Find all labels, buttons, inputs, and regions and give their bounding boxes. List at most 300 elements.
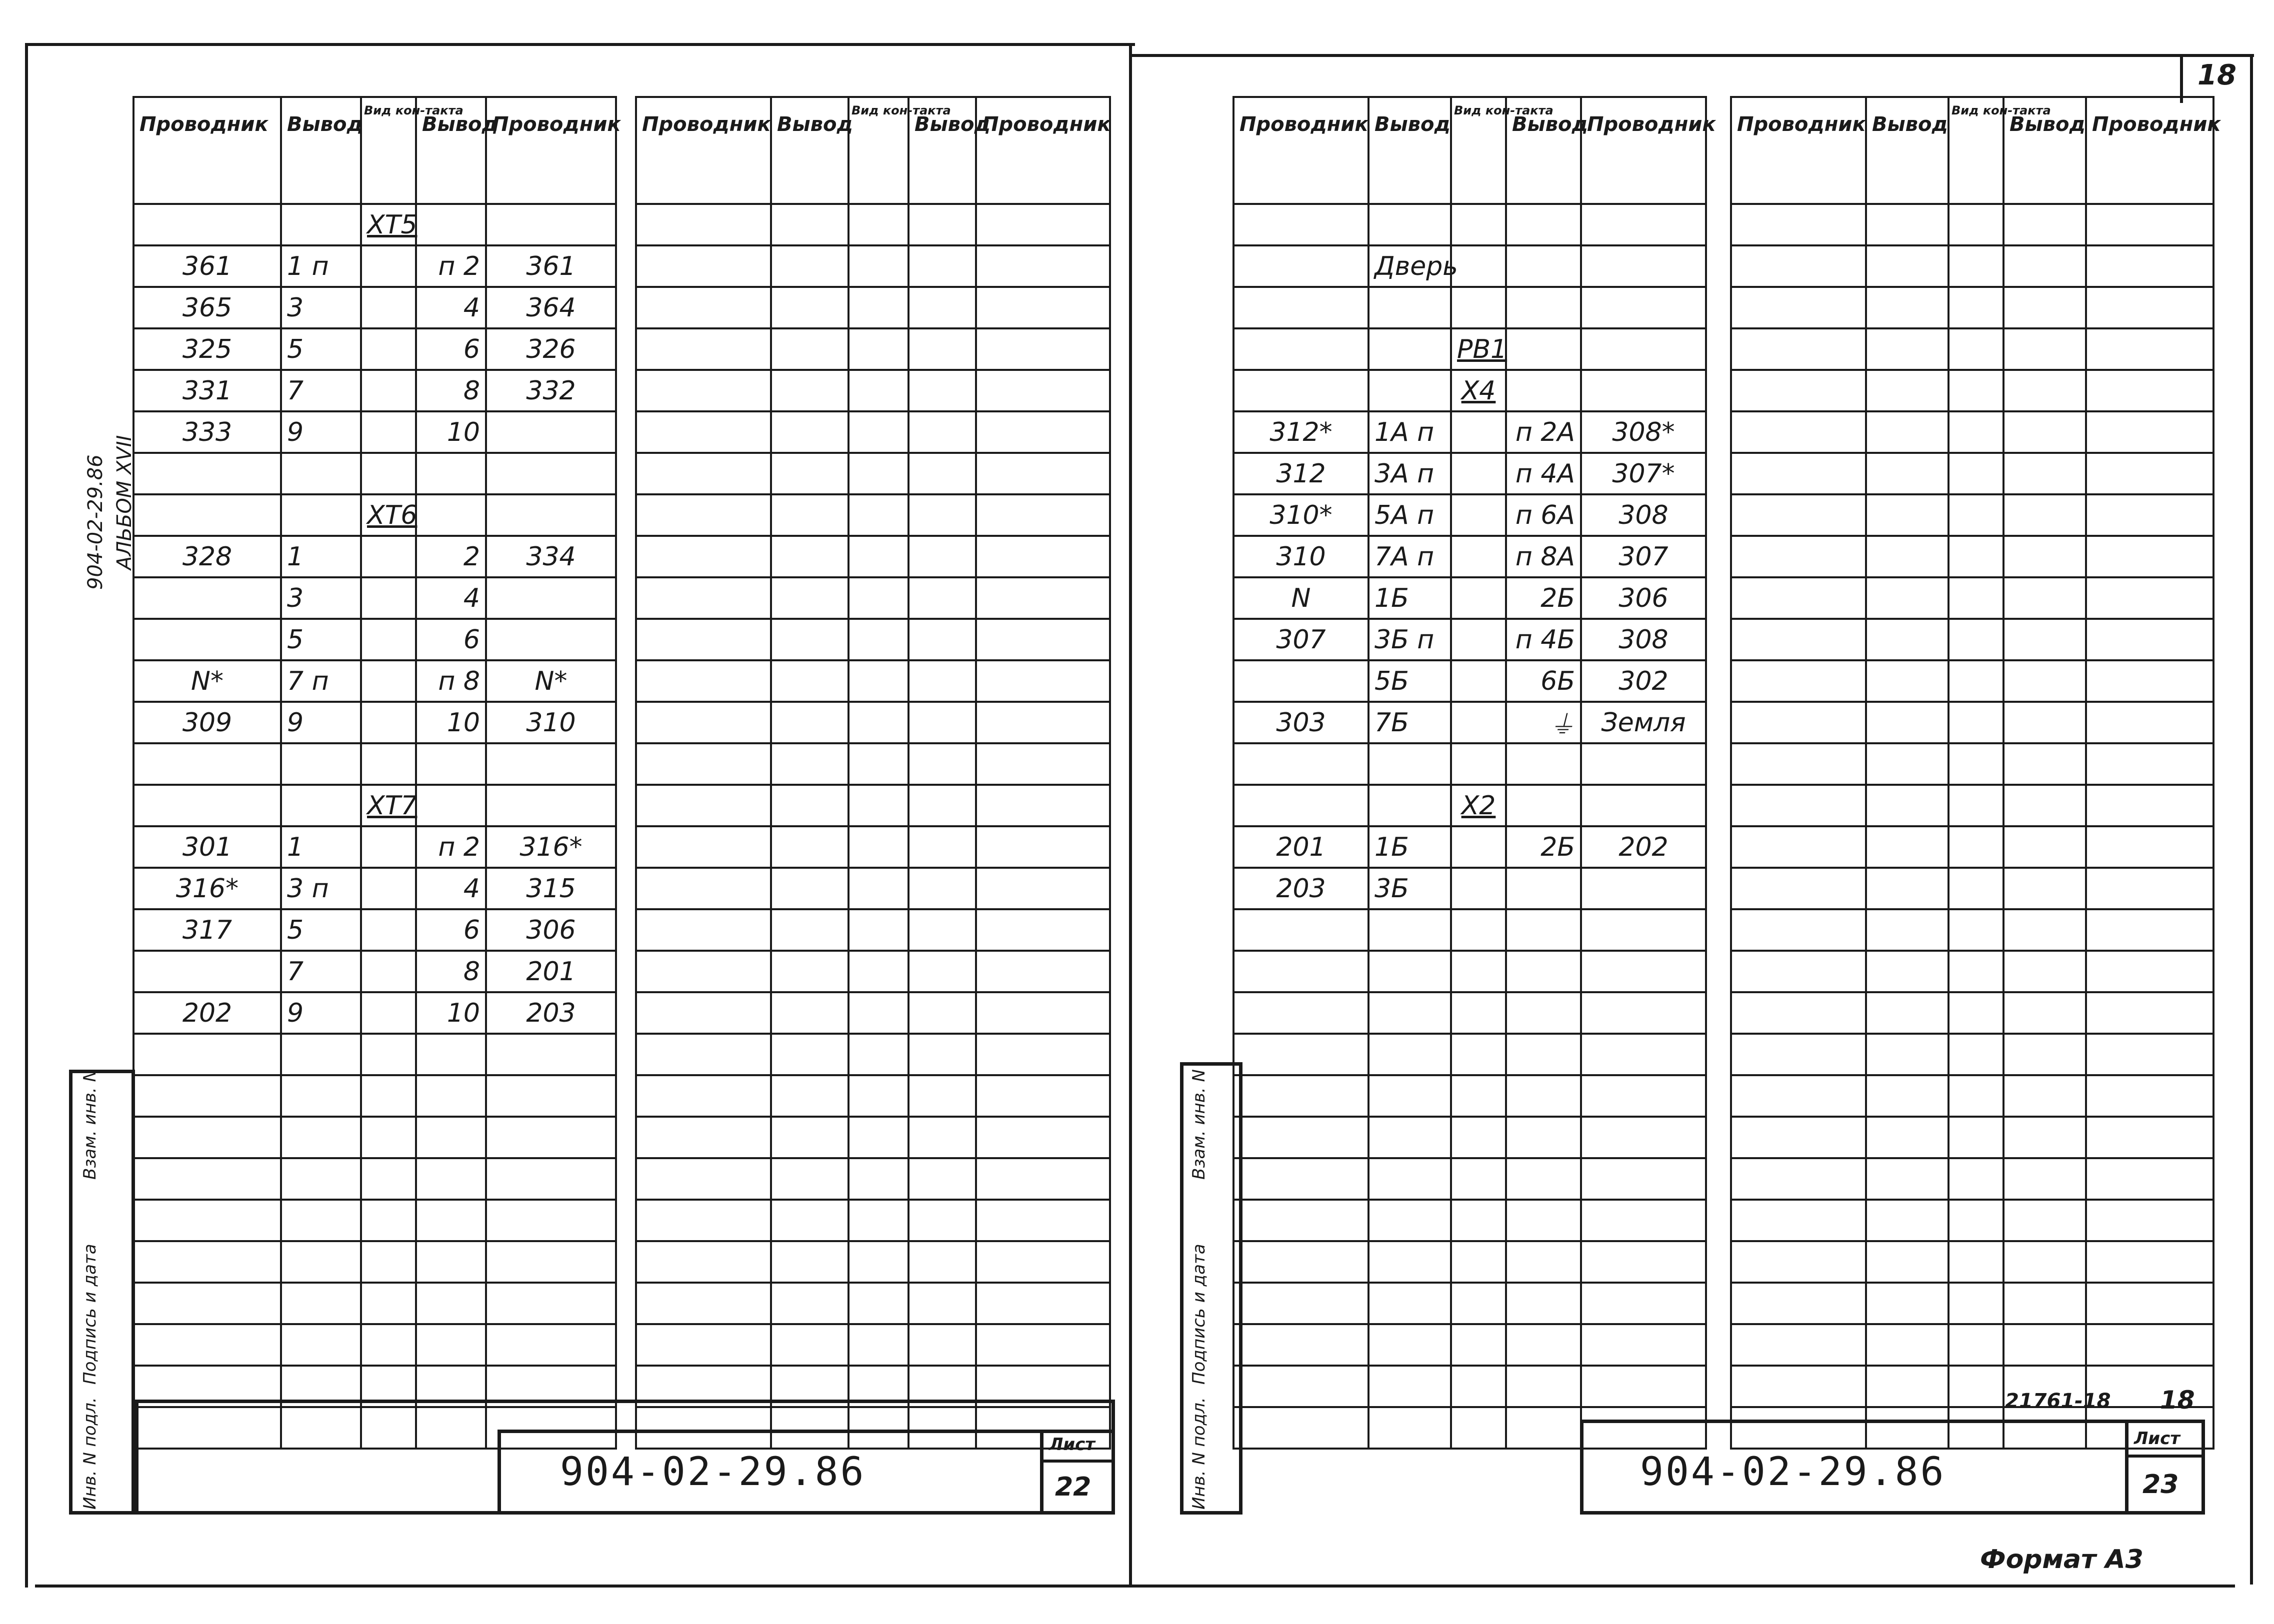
cell-terminal-out [1506, 868, 1581, 909]
cell-terminal-in [1368, 1117, 1451, 1158]
cell-contact-type: XT7 [361, 785, 416, 826]
cell-terminal-in [771, 287, 848, 328]
cell-terminal-out: 2Б [1506, 826, 1581, 868]
cell-conductor-out: 308* [1581, 411, 1706, 453]
table-row [1234, 287, 1706, 328]
cell-conductor-in [1731, 1034, 1866, 1075]
cell-terminal-in [1368, 909, 1451, 951]
cell-conductor-out [976, 536, 1110, 577]
cell-conductor-out [1581, 328, 1706, 370]
table-row [1731, 536, 2214, 577]
cell-conductor-in [1234, 660, 1368, 702]
cell-conductor-in: 328 [134, 536, 281, 577]
cell-terminal-in [1368, 1034, 1451, 1075]
table-row [1731, 453, 2214, 494]
cell-terminal-out [1506, 951, 1581, 992]
cell-contact-type [848, 245, 908, 287]
cell-conductor-out [486, 1241, 616, 1283]
cell-conductor-in [134, 204, 281, 245]
cell-conductor-out [976, 826, 1110, 868]
cell-conductor-out [1581, 1117, 1706, 1158]
cell-conductor-in [134, 1324, 281, 1366]
table-row [1731, 328, 2214, 370]
cell-terminal-out [908, 909, 976, 951]
table-row [636, 453, 1110, 494]
cell-conductor-out [1581, 1241, 1706, 1283]
cell-terminal-out [2004, 785, 2086, 826]
cell-terminal-in [771, 536, 848, 577]
cell-terminal-out [2004, 287, 2086, 328]
table-row [1731, 702, 2214, 743]
cell-terminal-in [1368, 785, 1451, 826]
cell-terminal-in [1866, 1283, 1948, 1324]
cell-terminal-out: 6 [416, 619, 486, 660]
cell-conductor-out [2086, 577, 2214, 619]
cell-contact-type [1451, 1075, 1506, 1117]
cell-terminal-out [2004, 660, 2086, 702]
cell-terminal-in [281, 1324, 361, 1366]
cell-terminal-in [771, 1283, 848, 1324]
table-row [1234, 1117, 1706, 1158]
right-empty-table [1730, 96, 2221, 1450]
cell-terminal-out [908, 743, 976, 785]
cell-conductor-in [1731, 785, 1866, 826]
cell-terminal-out [2004, 1283, 2086, 1324]
cell-terminal-out [416, 1241, 486, 1283]
table-row [636, 826, 1110, 868]
cell-conductor-in [1731, 1324, 1866, 1366]
cell-terminal-in: 5 [281, 619, 361, 660]
cell-conductor-out [976, 868, 1110, 909]
cell-conductor-out [976, 992, 1110, 1034]
cell-terminal-out [2004, 1075, 2086, 1117]
cell-terminal-out [908, 826, 976, 868]
cell-conductor-out [976, 909, 1110, 951]
cell-contact-type [1948, 1283, 2004, 1324]
cell-terminal-in [1368, 328, 1451, 370]
cell-terminal-in [1368, 1200, 1451, 1241]
cell-terminal-in [771, 826, 848, 868]
table-row [1234, 1241, 1706, 1283]
cell-terminal-out: п 2 [416, 826, 486, 868]
cell-conductor-in [134, 494, 281, 536]
cell-conductor-out [1581, 287, 1706, 328]
cell-terminal-in [1368, 1241, 1451, 1283]
cell-conductor-in [636, 204, 771, 245]
table-row [1234, 702, 1706, 743]
cell-conductor-in [636, 328, 771, 370]
cell-conductor-in [636, 702, 771, 743]
cell-terminal-in: 3 п [281, 868, 361, 909]
right-table-header [1234, 97, 1706, 204]
cell-conductor-out [976, 453, 1110, 494]
table-row [1234, 1283, 1706, 1324]
cell-conductor-out [1581, 1366, 1706, 1407]
cell-terminal-in [771, 1241, 848, 1283]
cell-contact-type [1948, 909, 2004, 951]
cell-conductor-out [486, 1324, 616, 1366]
table-row [1234, 992, 1706, 1034]
cell-contact-type [848, 1241, 908, 1283]
cell-contact-type [848, 743, 908, 785]
left-list-number: 22 [1055, 1472, 1092, 1502]
cell-contact-type [361, 1034, 416, 1075]
table-row [1234, 909, 1706, 951]
cell-conductor-out: 306 [1581, 577, 1706, 619]
table-row [1731, 868, 2214, 909]
cell-terminal-out [1506, 1241, 1581, 1283]
cell-conductor-in [1731, 1283, 1866, 1324]
table-row [636, 411, 1110, 453]
cell-conductor-out [1581, 1324, 1706, 1366]
cell-terminal-out [416, 494, 486, 536]
cell-conductor-out: 364 [486, 287, 616, 328]
cell-contact-type [361, 702, 416, 743]
cell-terminal-out [908, 1324, 976, 1366]
cell-conductor-in [636, 951, 771, 992]
cell-terminal-in [1866, 1200, 1948, 1241]
cell-conductor-in [134, 619, 281, 660]
right-stamp-label-inventory: Инв. N подл. [1189, 1397, 1209, 1510]
cell-terminal-in [771, 743, 848, 785]
left-stamp-label-inventory: Инв. N подл. [80, 1397, 100, 1510]
cell-terminal-in [771, 1158, 848, 1200]
table-row [636, 245, 1110, 287]
left-stamp-label-signature: Подпись и дата [80, 1244, 100, 1385]
header-terminal: Вывод [416, 97, 486, 204]
cell-conductor-in [1234, 909, 1368, 951]
table-row [636, 619, 1110, 660]
cell-terminal-in [1368, 951, 1451, 992]
cell-terminal-in [771, 868, 848, 909]
cell-terminal-in [1866, 785, 1948, 826]
table-row [134, 951, 616, 992]
cell-terminal-in: 3Б [1368, 868, 1451, 909]
cell-conductor-in [636, 1117, 771, 1158]
cell-conductor-in [1234, 992, 1368, 1034]
right-stamp-label-signature: Подпись и дата [1189, 1244, 1209, 1385]
page-top-border [25, 43, 1135, 46]
cell-conductor-out [976, 370, 1110, 411]
cell-conductor-in [1234, 743, 1368, 785]
cell-conductor-in: 312 [1234, 453, 1368, 494]
cell-terminal-out [1506, 1117, 1581, 1158]
page-divider [1129, 43, 1132, 1585]
header-terminal: Вывод [1506, 97, 1581, 204]
cell-terminal-out [908, 204, 976, 245]
table-row [1234, 494, 1706, 536]
cell-contact-type [848, 494, 908, 536]
table-row [1731, 1158, 2214, 1200]
cell-contact-type [1451, 1158, 1506, 1200]
cell-contact-type [1948, 1366, 2004, 1407]
cell-terminal-in [281, 1034, 361, 1075]
cell-conductor-in [636, 1075, 771, 1117]
left-list-label: Лист [1049, 1435, 1095, 1455]
cell-conductor-out [486, 1283, 616, 1324]
cell-conductor-out [2086, 1324, 2214, 1366]
header-terminal: Вывод [1866, 97, 1948, 204]
cell-conductor-in [1234, 1034, 1368, 1075]
cell-contact-type [1948, 536, 2004, 577]
left-empty-table-header [636, 97, 1110, 204]
cell-terminal-out [908, 370, 976, 411]
cell-conductor-out [976, 785, 1110, 826]
cell-terminal-out [416, 1158, 486, 1200]
cell-conductor-in [636, 370, 771, 411]
table-row [636, 660, 1110, 702]
table-row [134, 1324, 616, 1366]
cell-contact-type [1451, 702, 1506, 743]
cell-contact-type [361, 1117, 416, 1158]
cell-terminal-in [281, 1283, 361, 1324]
table-row [636, 1075, 1110, 1117]
table-row [1731, 909, 2214, 951]
cell-conductor-in [1731, 1158, 1866, 1200]
cell-conductor-in: 333 [134, 411, 281, 453]
page-left-border [25, 43, 28, 1588]
cell-terminal-out [2004, 494, 2086, 536]
cell-terminal-in [1368, 1283, 1451, 1324]
cell-conductor-in [636, 245, 771, 287]
cell-terminal-out: 10 [416, 702, 486, 743]
cell-conductor-in: 365 [134, 287, 281, 328]
cell-terminal-in [1368, 1075, 1451, 1117]
cell-conductor-in [636, 868, 771, 909]
cell-conductor-in: 316* [134, 868, 281, 909]
cell-conductor-in [1234, 1324, 1368, 1366]
cell-terminal-in: 5А п [1368, 494, 1451, 536]
cell-terminal-out [908, 702, 976, 743]
cell-terminal-in [1866, 536, 1948, 577]
cell-terminal-out [908, 1075, 976, 1117]
table-row [134, 619, 616, 660]
table-row [636, 1200, 1110, 1241]
table-row [1731, 1117, 2214, 1158]
cell-terminal-in: 3 [281, 287, 361, 328]
cell-conductor-out [976, 702, 1110, 743]
header-terminal: Вывод [771, 97, 848, 204]
cell-terminal-in [1866, 287, 1948, 328]
cell-terminal-in [1866, 868, 1948, 909]
cell-conductor-in [1731, 245, 1866, 287]
cell-conductor-out [976, 1075, 1110, 1117]
header-conductor: Проводник [134, 97, 281, 204]
cell-terminal-in [771, 1117, 848, 1158]
cell-contact-type [1948, 1117, 2004, 1158]
cell-conductor-out [1581, 951, 1706, 992]
table-row [636, 951, 1110, 992]
cell-terminal-out: п 4Б [1506, 619, 1581, 660]
cell-conductor-out [486, 1075, 616, 1117]
cell-conductor-in [1731, 411, 1866, 453]
cell-conductor-out: Земля [1581, 702, 1706, 743]
table-row [1731, 1200, 2214, 1241]
cell-conductor-in [1731, 494, 1866, 536]
cell-contact-type [848, 1324, 908, 1366]
table-row [636, 328, 1110, 370]
cell-conductor-in: 301 [134, 826, 281, 868]
cell-conductor-out [976, 1324, 1110, 1366]
cell-conductor-in [636, 785, 771, 826]
cell-conductor-in [636, 909, 771, 951]
cell-conductor-out: 302 [1581, 660, 1706, 702]
cell-terminal-out [1506, 370, 1581, 411]
cell-conductor-out [2086, 909, 2214, 951]
cell-conductor-out [486, 619, 616, 660]
table-row [1731, 411, 2214, 453]
cell-conductor-in: 307 [1234, 619, 1368, 660]
cell-conductor-in [636, 411, 771, 453]
cell-conductor-in [134, 1158, 281, 1200]
cell-conductor-in [1731, 660, 1866, 702]
cell-terminal-out [416, 743, 486, 785]
cell-contact-type [361, 411, 416, 453]
cell-conductor-in [636, 619, 771, 660]
cell-conductor-out [1581, 909, 1706, 951]
cell-conductor-in [1731, 909, 1866, 951]
cell-conductor-in [1234, 1366, 1368, 1407]
table-row [1731, 287, 2214, 328]
table-row [636, 1283, 1110, 1324]
cell-terminal-out: 4 [416, 868, 486, 909]
cell-terminal-out [908, 287, 976, 328]
cell-terminal-out [908, 1283, 976, 1324]
cell-terminal-in [1866, 1324, 1948, 1366]
cell-contact-type [1948, 1075, 2004, 1117]
table-row [134, 1241, 616, 1283]
cell-terminal-in [1368, 370, 1451, 411]
table-row [1234, 785, 1706, 826]
cell-conductor-in [1731, 826, 1866, 868]
cell-terminal-out [2004, 702, 2086, 743]
cell-terminal-out: п 8 [416, 660, 486, 702]
table-row [1234, 743, 1706, 785]
cell-terminal-out [2004, 204, 2086, 245]
cell-conductor-out [2086, 411, 2214, 453]
cell-conductor-in [134, 1241, 281, 1283]
cell-conductor-in [1234, 328, 1368, 370]
cell-contact-type [1948, 702, 2004, 743]
cell-contact-type [848, 370, 908, 411]
cell-conductor-out: 307* [1581, 453, 1706, 494]
cell-conductor-out: 203 [486, 992, 616, 1034]
cell-contact-type [1451, 992, 1506, 1034]
header-contact-type: Вид кон-такта [361, 97, 416, 204]
cell-contact-type [848, 660, 908, 702]
cell-conductor-out [486, 1117, 616, 1158]
cell-conductor-in [134, 743, 281, 785]
cell-terminal-out: 8 [416, 951, 486, 992]
table-row [636, 1241, 1110, 1283]
cell-terminal-out: п 4А [1506, 453, 1581, 494]
header-contact-type: Вид кон-такта [848, 97, 908, 204]
cell-conductor-out [1581, 1158, 1706, 1200]
cell-conductor-out [2086, 1158, 2214, 1200]
cell-contact-type [361, 370, 416, 411]
right-document-title: 904-02-29.86 [1640, 1450, 1946, 1495]
table-row [636, 577, 1110, 619]
table-row [134, 992, 616, 1034]
cell-conductor-in [134, 951, 281, 992]
right-page-right-border [2250, 54, 2253, 1585]
table-row [134, 743, 616, 785]
cell-terminal-out [2004, 826, 2086, 868]
right-empty-table-header [1731, 97, 2214, 204]
cell-conductor-out [2086, 245, 2214, 287]
cell-conductor-in [636, 1034, 771, 1075]
cell-terminal-in [281, 1075, 361, 1117]
cell-terminal-in [1866, 577, 1948, 619]
cell-terminal-in [771, 992, 848, 1034]
cell-conductor-out [976, 1158, 1110, 1200]
cell-terminal-out [908, 660, 976, 702]
cell-conductor-in [636, 577, 771, 619]
cell-conductor-in: 309 [134, 702, 281, 743]
cell-terminal-out [2004, 536, 2086, 577]
cell-terminal-out [1506, 1075, 1581, 1117]
cell-terminal-in: 1А п [1368, 411, 1451, 453]
table-row [134, 287, 616, 328]
cell-terminal-in [1368, 204, 1451, 245]
cell-terminal-in: 1Б [1368, 826, 1451, 868]
cell-contact-type [1948, 619, 2004, 660]
left-list-box-divider [1040, 1460, 1115, 1463]
cell-terminal-in [771, 204, 848, 245]
cell-terminal-out: п 8А [1506, 536, 1581, 577]
cell-terminal-in [1368, 1366, 1451, 1407]
cell-conductor-out [976, 660, 1110, 702]
cell-contact-type [1451, 453, 1506, 494]
cell-conductor-out [976, 494, 1110, 536]
cell-terminal-out [908, 328, 976, 370]
header-terminal: Вывод [1368, 97, 1451, 204]
table-row [1731, 785, 2214, 826]
table-row [1731, 743, 2214, 785]
cell-terminal-out [416, 1283, 486, 1324]
page-bottom-border [35, 1585, 2235, 1588]
cell-conductor-out: 310 [486, 702, 616, 743]
cell-conductor-in [636, 1200, 771, 1241]
cell-terminal-in [1866, 494, 1948, 536]
table-row [636, 743, 1110, 785]
cell-terminal-in [771, 951, 848, 992]
cell-terminal-in [281, 1200, 361, 1241]
table-row [1731, 1034, 2214, 1075]
cell-terminal-in [281, 1241, 361, 1283]
cell-terminal-out [908, 1200, 976, 1241]
header-conductor: Проводник [636, 97, 771, 204]
cell-conductor-out [2086, 1117, 2214, 1158]
table-row [1234, 868, 1706, 909]
cell-terminal-in [1866, 951, 1948, 992]
cell-contact-type [1451, 204, 1506, 245]
header-terminal: Вывод [908, 97, 976, 204]
header-conductor: Проводник [2086, 97, 2214, 204]
cell-contact-type [1948, 951, 2004, 992]
cell-contact-type [1948, 204, 2004, 245]
cell-terminal-out: 6 [416, 909, 486, 951]
cell-terminal-out: 6 [416, 328, 486, 370]
cell-conductor-in [636, 494, 771, 536]
cell-conductor-out [1581, 1034, 1706, 1075]
cell-conductor-in: 203 [1234, 868, 1368, 909]
cell-conductor-out [976, 287, 1110, 328]
cell-terminal-in [771, 1075, 848, 1117]
table-row [1731, 1075, 2214, 1117]
cell-conductor-in [1731, 992, 1866, 1034]
cell-terminal-in [1866, 660, 1948, 702]
